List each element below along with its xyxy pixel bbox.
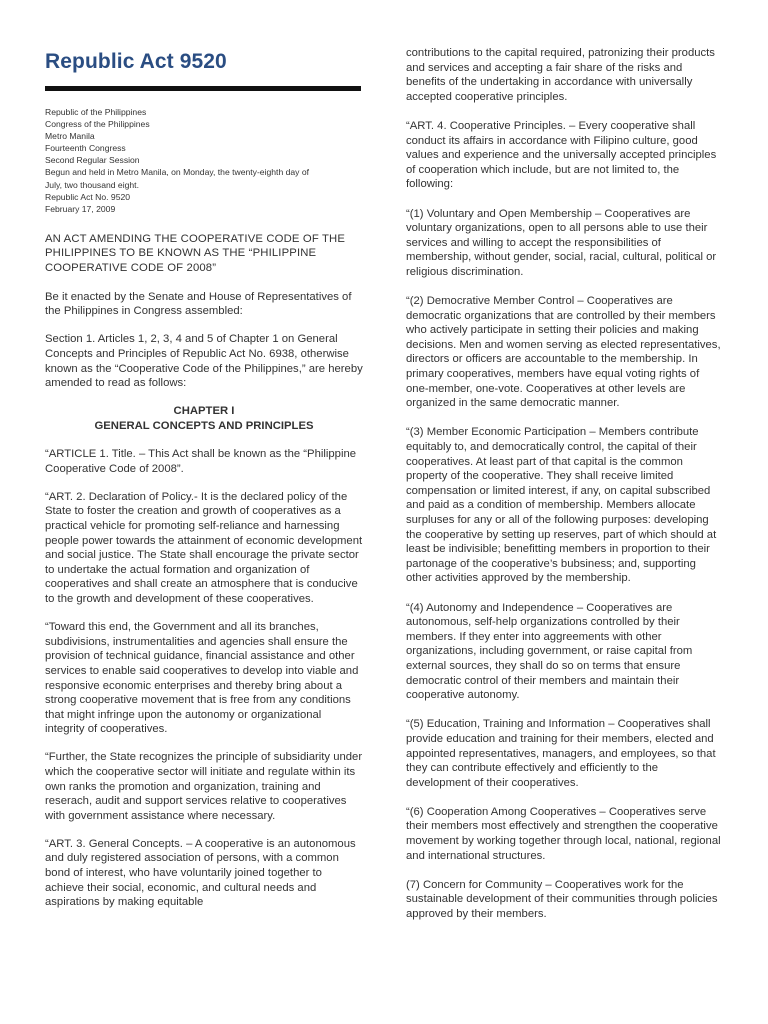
- principle-paragraph: “(1) Voluntary and Open Membership – Cooperatives are voluntary organizations, open to all persons able to use their services and willing to accept the responsibilities of membership, without gender, social, racial, cultural, political or religious discrimination.: [406, 207, 717, 278]
- chapter-heading: [45, 404, 363, 434]
- meta-line: July, two thousand eight.: [45, 179, 139, 190]
- left-column: [45, 48, 363, 923]
- chapter-number: CHAPTER I: [173, 405, 235, 418]
- article-paragraph: “ART. 4. Cooperative Principles. – Every cooperative shall conduct its affairs in accordance with Filipino culture, good values and experience and the universally accepted principles of cooperation which include, but are not limited to, the following:: [406, 119, 717, 191]
- document-title: Republic Act 9520: [45, 50, 227, 73]
- article-paragraph: “Toward this end, the Government and all its branches, subdivisions, instrumentalities and agencies shall ensure the provision of technical guidance, financial assistance and other services to enable said cooperatives to develop into viable and responsive economic enterprises and thereby bring about a strong cooperative movement that is free from any conditions that might infringe upon the autonomy or organizational integrity of cooperatives.: [45, 621, 359, 736]
- meta-line: Second Regular Session: [45, 155, 140, 166]
- principle-paragraph: (7) Concern for Community – Cooperatives work for the sustainable development of their communities through policies approved by their members.: [406, 878, 718, 921]
- meta-line: Congress of the Philippines: [45, 119, 150, 130]
- enacting-clause: Be it enacted by the Senate and House of Representatives of the Philippines in Congress assembled:: [45, 290, 352, 318]
- act-metadata: [45, 106, 363, 215]
- article-paragraph: “ARTICLE 1. Title. – This Act shall be known as the “Philippine Cooperative Code of 2008”.: [45, 448, 357, 475]
- principle-paragraph: “(6) Cooperation Among Cooperatives – Cooperatives serve their members most effectively and strengthen the cooperative movement by working together through local, national, regional and international structures.: [406, 805, 721, 862]
- meta-line: Fourteenth Congress: [45, 143, 126, 154]
- chapter-title: GENERAL CONCEPTS AND PRINCIPLES: [94, 420, 314, 433]
- principle-paragraph: “(3) Member Economic Participation – Members contribute equitably to, and democratically control, the capital of their cooperatives. At least part of that capital is the common property of the cooperative. They shall receive limited compensation or limited interest, if any, on capital subscribed and paid as a condition of membership. Members allocate surpluses for any or all of the following purposes: developing the cooperative by setting up reserves, part of which should at least be indivisible; benefitting members in proportion to their partonage of the cooperative’s bubsiness; and, supporting other activities approved by the membership.: [406, 426, 717, 585]
- principle-paragraph: “(4) Autonomy and Independence – Cooperatives are autonomous, self-help organizations controlled by their members. If they enter into aggreements with other organizations, including government, or raise capital from external sources, they shall do so on terms that ensure democratic control of their members and maintain their cooperative autonomy.: [406, 601, 693, 702]
- right-column: [406, 46, 722, 936]
- article-paragraph: “ART. 2. Declaration of Policy.- It is the declared policy of the State to foster the creation and growth of cooperatives as a practical vehicle for promoting self-reliance and harnessing people power towards the attainment of economic development and social justice. The State shall encourage the private sector to undertake the actual formation and organization of cooperatives and shall create an atmosphere that is conducive to the growth and development of these cooperatives.: [45, 490, 363, 606]
- principle-paragraph: “(2) Democrative Member Control – Cooperatives are democratic organizations that are controlled by their members who actively participate in setting their policies and making decisions. Men and women serving as elected representatives, directors or officers are accountable to the membership. In primary cooperatives, members have equal voting rights of one-member, one-vote. Cooperatives at other levels are organized in the same democratic manner.: [406, 295, 721, 410]
- article-paragraph: “Further, the State recognizes the principle of subsidiarity under which the cooperative sector will initiate and regulate within its own ranks the promotion and organization, training and reserach, audit and support services relative to cooperatives with government assistance where necessary.: [45, 751, 363, 822]
- article-paragraph: contributions to the capital required, patronizing their products and services and accepting a fair share of the risks and benefits of the undertaking in accordance with universally accepted cooperative principles.: [406, 47, 715, 103]
- title-rule: [45, 86, 361, 91]
- meta-line: Begun and held in Metro Manila, on Monday, the twenty-eighth day of: [45, 167, 310, 178]
- section-1-paragraph: Section 1. Articles 1, 2, 3, 4 and 5 of Chapter 1 on General Concepts and Principles of Republic Act No. 6938, otherwise known as the “Cooperative Code of the Philippines,” are hereby amended to read as follows:: [45, 333, 363, 390]
- principle-paragraph: “(5) Education, Training and Information – Cooperatives shall provide education and training for their members, elected and appointed representatives, managers, and employees, so that they can contribute effectively and efficiently to the development of their cooperatives.: [406, 718, 716, 789]
- meta-line: Republic Act No. 9520: [45, 191, 131, 202]
- article-paragraph: “ART. 3. General Concepts. – A cooperative is an autonomous and duly registered association of persons, with a common bond of interest, who have voluntarily joined together to achieve their social, economic, and cultural needs and aspirations by making equitable: [45, 837, 356, 909]
- meta-line: Metro Manila: [45, 131, 95, 142]
- meta-line: February 17, 2009: [45, 203, 116, 214]
- act-title: AN ACT AMENDING THE COOPERATIVE CODE OF THE PHILIPPINES TO BE KNOWN AS THE “PHILIPPINE COOPERATIVE CODE OF 2008”: [45, 232, 346, 275]
- meta-line: Republic of the Philippines: [45, 107, 147, 117]
